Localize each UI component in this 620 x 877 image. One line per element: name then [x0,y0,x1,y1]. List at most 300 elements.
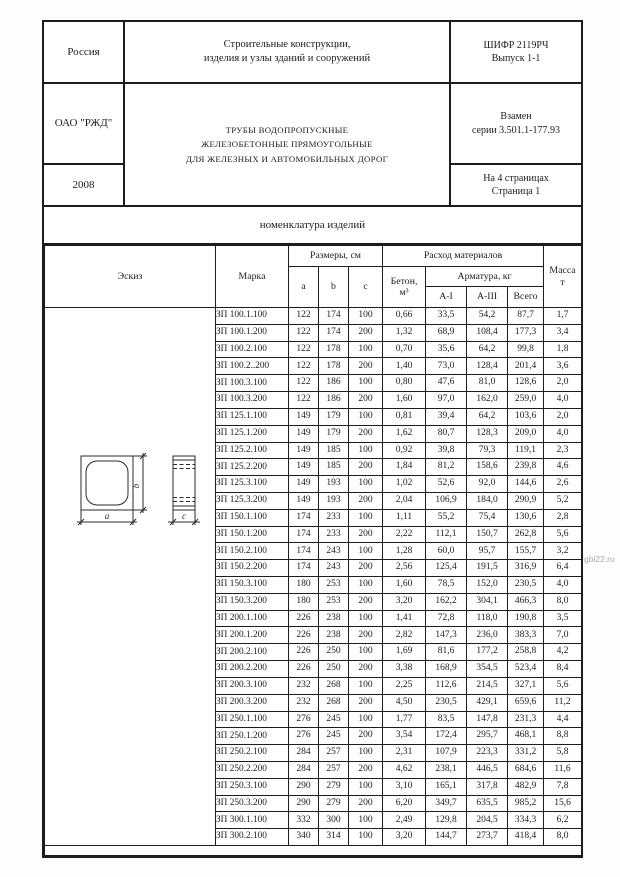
cell-value: 100 [349,644,383,661]
cell-value: 279 [319,795,349,812]
cell-value: 4,0 [544,425,582,442]
cell-value: 200 [349,492,383,509]
cell-value: 253 [319,577,349,594]
cell-value: 87,7 [508,308,544,325]
cell-mark: ЗП 300.1.100 [216,812,289,829]
cell-value: 290,9 [508,492,544,509]
cell-value: 1,7 [544,308,582,325]
cell-value: 230,5 [508,577,544,594]
cell-value: 180 [289,577,319,594]
cell-mark: ЗП 150.1.100 [216,509,289,526]
cell-value: 174 [289,560,319,577]
cell-value: 81,6 [426,644,467,661]
cell-value: 158,6 [467,459,508,476]
cell-value: 200 [349,392,383,409]
cell-value: 100 [349,812,383,829]
cell-value: 1,40 [383,358,426,375]
cell-value: 168,9 [426,661,467,678]
cell-value: 245 [319,728,349,745]
cell-value: 7,0 [544,627,582,644]
cell-value: 262,8 [508,526,544,543]
cell-value: 2,56 [383,560,426,577]
title-line2: ЖЕЛЕЗОБЕТОННЫЕ ПРЯМОУГОЛЬНЫЕ [201,139,373,150]
cell-value: 1,77 [383,711,426,728]
code-line1: ШИФР 2119РЧ [483,39,549,51]
cell-value: 174 [319,324,349,341]
cell-value: 2,04 [383,492,426,509]
cell-value: 184,0 [467,492,508,509]
cell-value: 2,0 [544,375,582,392]
cell-value: 8,0 [544,829,582,846]
cell-value: 273,7 [467,829,508,846]
cell-value: 97,0 [426,392,467,409]
cell-value: 144,7 [426,829,467,846]
cell-value: 92,0 [467,476,508,493]
cell-value: 6,4 [544,560,582,577]
table-head [45,246,582,308]
cell-value: 259,0 [508,392,544,409]
cell-value: 190,8 [508,610,544,627]
cell-value: 331,2 [508,745,544,762]
cell-value: 155,7 [508,543,544,560]
cell-value: 5,2 [544,492,582,509]
cell-value: 200 [349,761,383,778]
cell-mark: ЗП 250.3.100 [216,778,289,795]
cell-value: 186 [319,375,349,392]
cell-value: 15,6 [544,795,582,812]
cell-value: 257 [319,745,349,762]
cell-value: 327,1 [508,677,544,694]
cell-mark: ЗП 250.2.100 [216,745,289,762]
cell-value: 177,2 [467,644,508,661]
col-header-mark: Марка [216,246,289,308]
cell-value: 4,50 [383,694,426,711]
replaces-cell [451,84,581,165]
cell-value: 100 [349,408,383,425]
cell-value: 238,1 [426,761,467,778]
cell-mark: ЗП 250.3.200 [216,795,289,812]
dim-b-label: b [131,483,141,489]
cell-value: 128,4 [467,358,508,375]
cell-value: 11,2 [544,694,582,711]
year-cell [44,165,125,205]
cell-mark: ЗП 100.3.100 [216,375,289,392]
table-body [45,308,582,846]
section-title: номенклатура изделий [259,219,366,231]
country-cell [44,22,125,84]
cell-value: 238 [319,627,349,644]
cell-value: 174 [289,543,319,560]
cell-value: 2,22 [383,526,426,543]
cell-value: 349,7 [426,795,467,812]
cell-value: 3,4 [544,324,582,341]
cell-mark: ЗП 125.2.200 [216,459,289,476]
cell-value: 147,8 [467,711,508,728]
cell-value: 179 [319,408,349,425]
cell-mark: ЗП 150.3.200 [216,593,289,610]
cell-value: 106,9 [426,492,467,509]
cell-value: 245 [319,711,349,728]
cell-value: 200 [349,560,383,577]
cell-value: 4,0 [544,392,582,409]
cell-value: 178 [319,341,349,358]
section-band [44,207,581,245]
cell-value: 284 [289,761,319,778]
cell-value: 446,5 [467,761,508,778]
code-cell [451,22,581,84]
cell-value: 5,8 [544,745,582,762]
cell-mark: ЗП 200.1.100 [216,610,289,627]
cell-value: 33,5 [426,308,467,325]
cell-value: 230,5 [426,694,467,711]
cell-value: 3,5 [544,610,582,627]
col-header-a3: A-III [467,287,508,308]
cell-mark: ЗП 150.1.200 [216,526,289,543]
cell-value: 100 [349,711,383,728]
cell-value: 233 [319,526,349,543]
col-header-a1: A-I [426,287,467,308]
cell-mark: ЗП 200.3.200 [216,694,289,711]
cell-value: 119,1 [508,442,544,459]
cell-value: 1,28 [383,543,426,560]
cell-value: 332 [289,812,319,829]
cell-value: 200 [349,627,383,644]
cell-value: 130,6 [508,509,544,526]
col-group-dimensions: Размеры, см [289,246,383,267]
cell-value: 122 [289,324,319,341]
document-title-cell [125,84,451,205]
cell-value: 8,4 [544,661,582,678]
cell-value: 0,80 [383,375,426,392]
cell-value: 152,0 [467,577,508,594]
cell-mark: ЗП 125.3.100 [216,476,289,493]
cell-value: 100 [349,375,383,392]
cell-value: 2,6 [544,476,582,493]
cell-value: 0,70 [383,341,426,358]
cell-value: 429,1 [467,694,508,711]
col-header-c: c [349,267,383,308]
cell-value: 2,25 [383,677,426,694]
cell-value: 304,1 [467,593,508,610]
cell-mark: ЗП 100.1.100 [216,308,289,325]
cell-value: 201,4 [508,358,544,375]
cell-value: 317,8 [467,778,508,795]
cell-value: 231,3 [508,711,544,728]
cell-value: 128,6 [508,375,544,392]
cell-mark: ЗП 100.2.100 [216,341,289,358]
dim-a-label: a [104,511,110,521]
col-group-rebar: Арматура, кг [426,267,544,287]
cell-value: 200 [349,324,383,341]
cell-value: 236,0 [467,627,508,644]
cell-value: 68,9 [426,324,467,341]
cell-value: 200 [349,358,383,375]
cell-value: 3,38 [383,661,426,678]
cell-value: 95,7 [467,543,508,560]
cell-mark: ЗП 100.2..200 [216,358,289,375]
cell-value: 52,6 [426,476,467,493]
cell-value: 162,2 [426,593,467,610]
cell-value: 81,2 [426,459,467,476]
cell-value: 243 [319,543,349,560]
cell-value: 54,2 [467,308,508,325]
cell-value: 1,84 [383,459,426,476]
cell-value: 200 [349,459,383,476]
cell-value: 300 [319,812,349,829]
cell-value: 100 [349,341,383,358]
cell-value: 112,6 [426,677,467,694]
cell-value: 3,20 [383,829,426,846]
cell-value: 1,60 [383,577,426,594]
cell-mark: ЗП 125.1.100 [216,408,289,425]
cell-value: 99,8 [508,341,544,358]
cell-value: 2,3 [544,442,582,459]
cell-value: 3,54 [383,728,426,745]
cell-value: 144,6 [508,476,544,493]
cell-value: 200 [349,795,383,812]
cell-value: 2,8 [544,509,582,526]
table-row [45,308,582,325]
cell-value: 122 [289,375,319,392]
cell-value: 482,9 [508,778,544,795]
cell-value: 659,6 [508,694,544,711]
cell-mark: ЗП 125.3.200 [216,492,289,509]
cell-value: 250 [319,661,349,678]
cell-value: 223,3 [467,745,508,762]
cell-value: 243 [319,560,349,577]
cell-value: 239,8 [508,459,544,476]
cell-value: 178 [319,358,349,375]
cell-value: 0,66 [383,308,426,325]
cell-value: 100 [349,442,383,459]
cell-value: 5,6 [544,677,582,694]
nomenclature-table [44,245,582,856]
cell-value: 314 [319,829,349,846]
cell-value: 238 [319,610,349,627]
cell-value: 4,0 [544,577,582,594]
cell-value: 214,5 [467,677,508,694]
cell-value: 73,0 [426,358,467,375]
cell-value: 100 [349,476,383,493]
sketch-cell [45,308,216,846]
cell-value: 108,4 [467,324,508,341]
cell-value: 468,1 [508,728,544,745]
cell-value: 0,81 [383,408,426,425]
cell-value: 55,2 [426,509,467,526]
cell-value: 150,7 [467,526,508,543]
cell-value: 100 [349,509,383,526]
cell-value: 250 [319,644,349,661]
cell-value: 100 [349,308,383,325]
cell-value: 233 [319,509,349,526]
cell-value: 1,41 [383,610,426,627]
cell-value: 1,8 [544,341,582,358]
cell-value: 172,4 [426,728,467,745]
cell-value: 122 [289,341,319,358]
cell-value: 39,4 [426,408,467,425]
cell-value: 174 [289,509,319,526]
cell-value: 193 [319,492,349,509]
cell-value: 4,6 [544,459,582,476]
cell-value: 0,92 [383,442,426,459]
cell-value: 83,5 [426,711,467,728]
cell-mark: ЗП 125.2.100 [216,442,289,459]
cell-value: 200 [349,425,383,442]
col-header-total: Всего [508,287,544,308]
cell-value: 100 [349,829,383,846]
cell-value: 226 [289,644,319,661]
cell-value: 3,6 [544,358,582,375]
cell-value: 276 [289,728,319,745]
cell-value: 2,0 [544,408,582,425]
cell-value: 418,4 [508,829,544,846]
cell-value: 79,3 [467,442,508,459]
cell-value: 100 [349,778,383,795]
col-header-a: a [289,267,319,308]
cell-value: 1,60 [383,392,426,409]
cell-value: 80,7 [426,425,467,442]
cell-value: 523,4 [508,661,544,678]
cell-value: 6,2 [544,812,582,829]
year-label: 2008 [72,178,95,191]
cell-mark: ЗП 250.1.100 [216,711,289,728]
stamp-header [44,22,581,207]
cell-value: 268 [319,677,349,694]
cell-value: 149 [289,476,319,493]
organization-label: ОАО "РЖД" [54,117,113,130]
cell-value: 200 [349,593,383,610]
cell-value: 149 [289,442,319,459]
cell-value: 75,4 [467,509,508,526]
cell-mark: ЗП 125.1.200 [216,425,289,442]
cell-value: 122 [289,358,319,375]
category-cell [125,22,451,84]
cell-value: 100 [349,745,383,762]
pipe-section-sketch [75,446,207,538]
cell-value: 316,9 [508,560,544,577]
cell-value: 185 [319,459,349,476]
cell-value: 149 [289,492,319,509]
cell-value: 635,5 [467,795,508,812]
cell-value: 3,20 [383,593,426,610]
cell-value: 147,3 [426,627,467,644]
cell-value: 209,0 [508,425,544,442]
col-header-concrete [383,267,426,308]
cell-mark: ЗП 200.1.200 [216,627,289,644]
cell-value: 118,0 [467,610,508,627]
concrete-line2: м³ [399,287,409,298]
cell-value: 340 [289,829,319,846]
cell-value: 232 [289,677,319,694]
cell-value: 284 [289,745,319,762]
category-line1: Строительные конструкции, [223,38,351,50]
cell-value: 165,1 [426,778,467,795]
cell-value: 7,8 [544,778,582,795]
cell-value: 2,82 [383,627,426,644]
cell-value: 2,49 [383,812,426,829]
cell-value: 200 [349,661,383,678]
col-header-b: b [319,267,349,308]
cell-value: 226 [289,627,319,644]
cell-value: 1,62 [383,425,426,442]
pages-cell [451,165,581,205]
cell-value: 100 [349,577,383,594]
cell-value: 1,11 [383,509,426,526]
concrete-line1: Бетон, [390,275,418,287]
cell-value: 4,4 [544,711,582,728]
cell-value: 1,69 [383,644,426,661]
cell-value: 72,8 [426,610,467,627]
cell-value: 200 [349,694,383,711]
cell-value: 5,6 [544,526,582,543]
front-view-opening [86,461,128,505]
cell-value: 684,6 [508,761,544,778]
cell-value: 174 [319,308,349,325]
cell-mark: ЗП 100.1.200 [216,324,289,341]
cell-value: 268 [319,694,349,711]
bottom-band-row [45,846,582,856]
mass-line1: Масса [549,265,576,277]
mass-line2: т [560,276,565,288]
cell-value: 200 [349,728,383,745]
cell-mark: ЗП 100.3.200 [216,392,289,409]
cell-value: 149 [289,408,319,425]
cell-value: 47,6 [426,375,467,392]
cell-value: 226 [289,661,319,678]
cell-value: 8,0 [544,593,582,610]
title-line3: ДЛЯ ЖЕЛЕЗНЫХ И АВТОМОБИЛЬНЫХ ДОРОГ [185,153,389,164]
cell-value: 149 [289,459,319,476]
cell-value: 6,20 [383,795,426,812]
cell-value: 78,5 [426,577,467,594]
cell-value: 185 [319,442,349,459]
cell-value: 290 [289,795,319,812]
cell-value: 383,3 [508,627,544,644]
cell-value: 3,2 [544,543,582,560]
cell-value: 186 [319,392,349,409]
country-label: Россия [67,45,100,58]
cell-value: 290 [289,778,319,795]
cell-value: 162,0 [467,392,508,409]
cell-value: 1,32 [383,324,426,341]
cell-mark: ЗП 300.2.100 [216,829,289,846]
cell-value: 1,02 [383,476,426,493]
cell-value: 100 [349,677,383,694]
cell-mark: ЗП 200.2.200 [216,661,289,678]
cell-value: 193 [319,476,349,493]
cell-value: 2,31 [383,745,426,762]
cell-value: 103,6 [508,408,544,425]
cell-value: 125,4 [426,560,467,577]
cell-value: 8,8 [544,728,582,745]
watermark: gbi22.ru [584,554,615,564]
cell-value: 226 [289,610,319,627]
cell-value: 334,3 [508,812,544,829]
cell-value: 3,10 [383,778,426,795]
bottom-band [45,846,582,856]
cell-value: 295,7 [467,728,508,745]
cell-value: 279 [319,778,349,795]
cell-value: 4,62 [383,761,426,778]
dim-c-label: c [182,511,186,521]
replaces-line2: серии 3.501.1-177.93 [471,124,561,136]
col-group-materials: Расход материалов [383,246,544,267]
cell-value: 4,2 [544,644,582,661]
cell-value: 180 [289,593,319,610]
category-line2: изделия и узлы зданий и сооружений [203,53,371,64]
cell-value: 100 [349,610,383,627]
cell-value: 60,0 [426,543,467,560]
